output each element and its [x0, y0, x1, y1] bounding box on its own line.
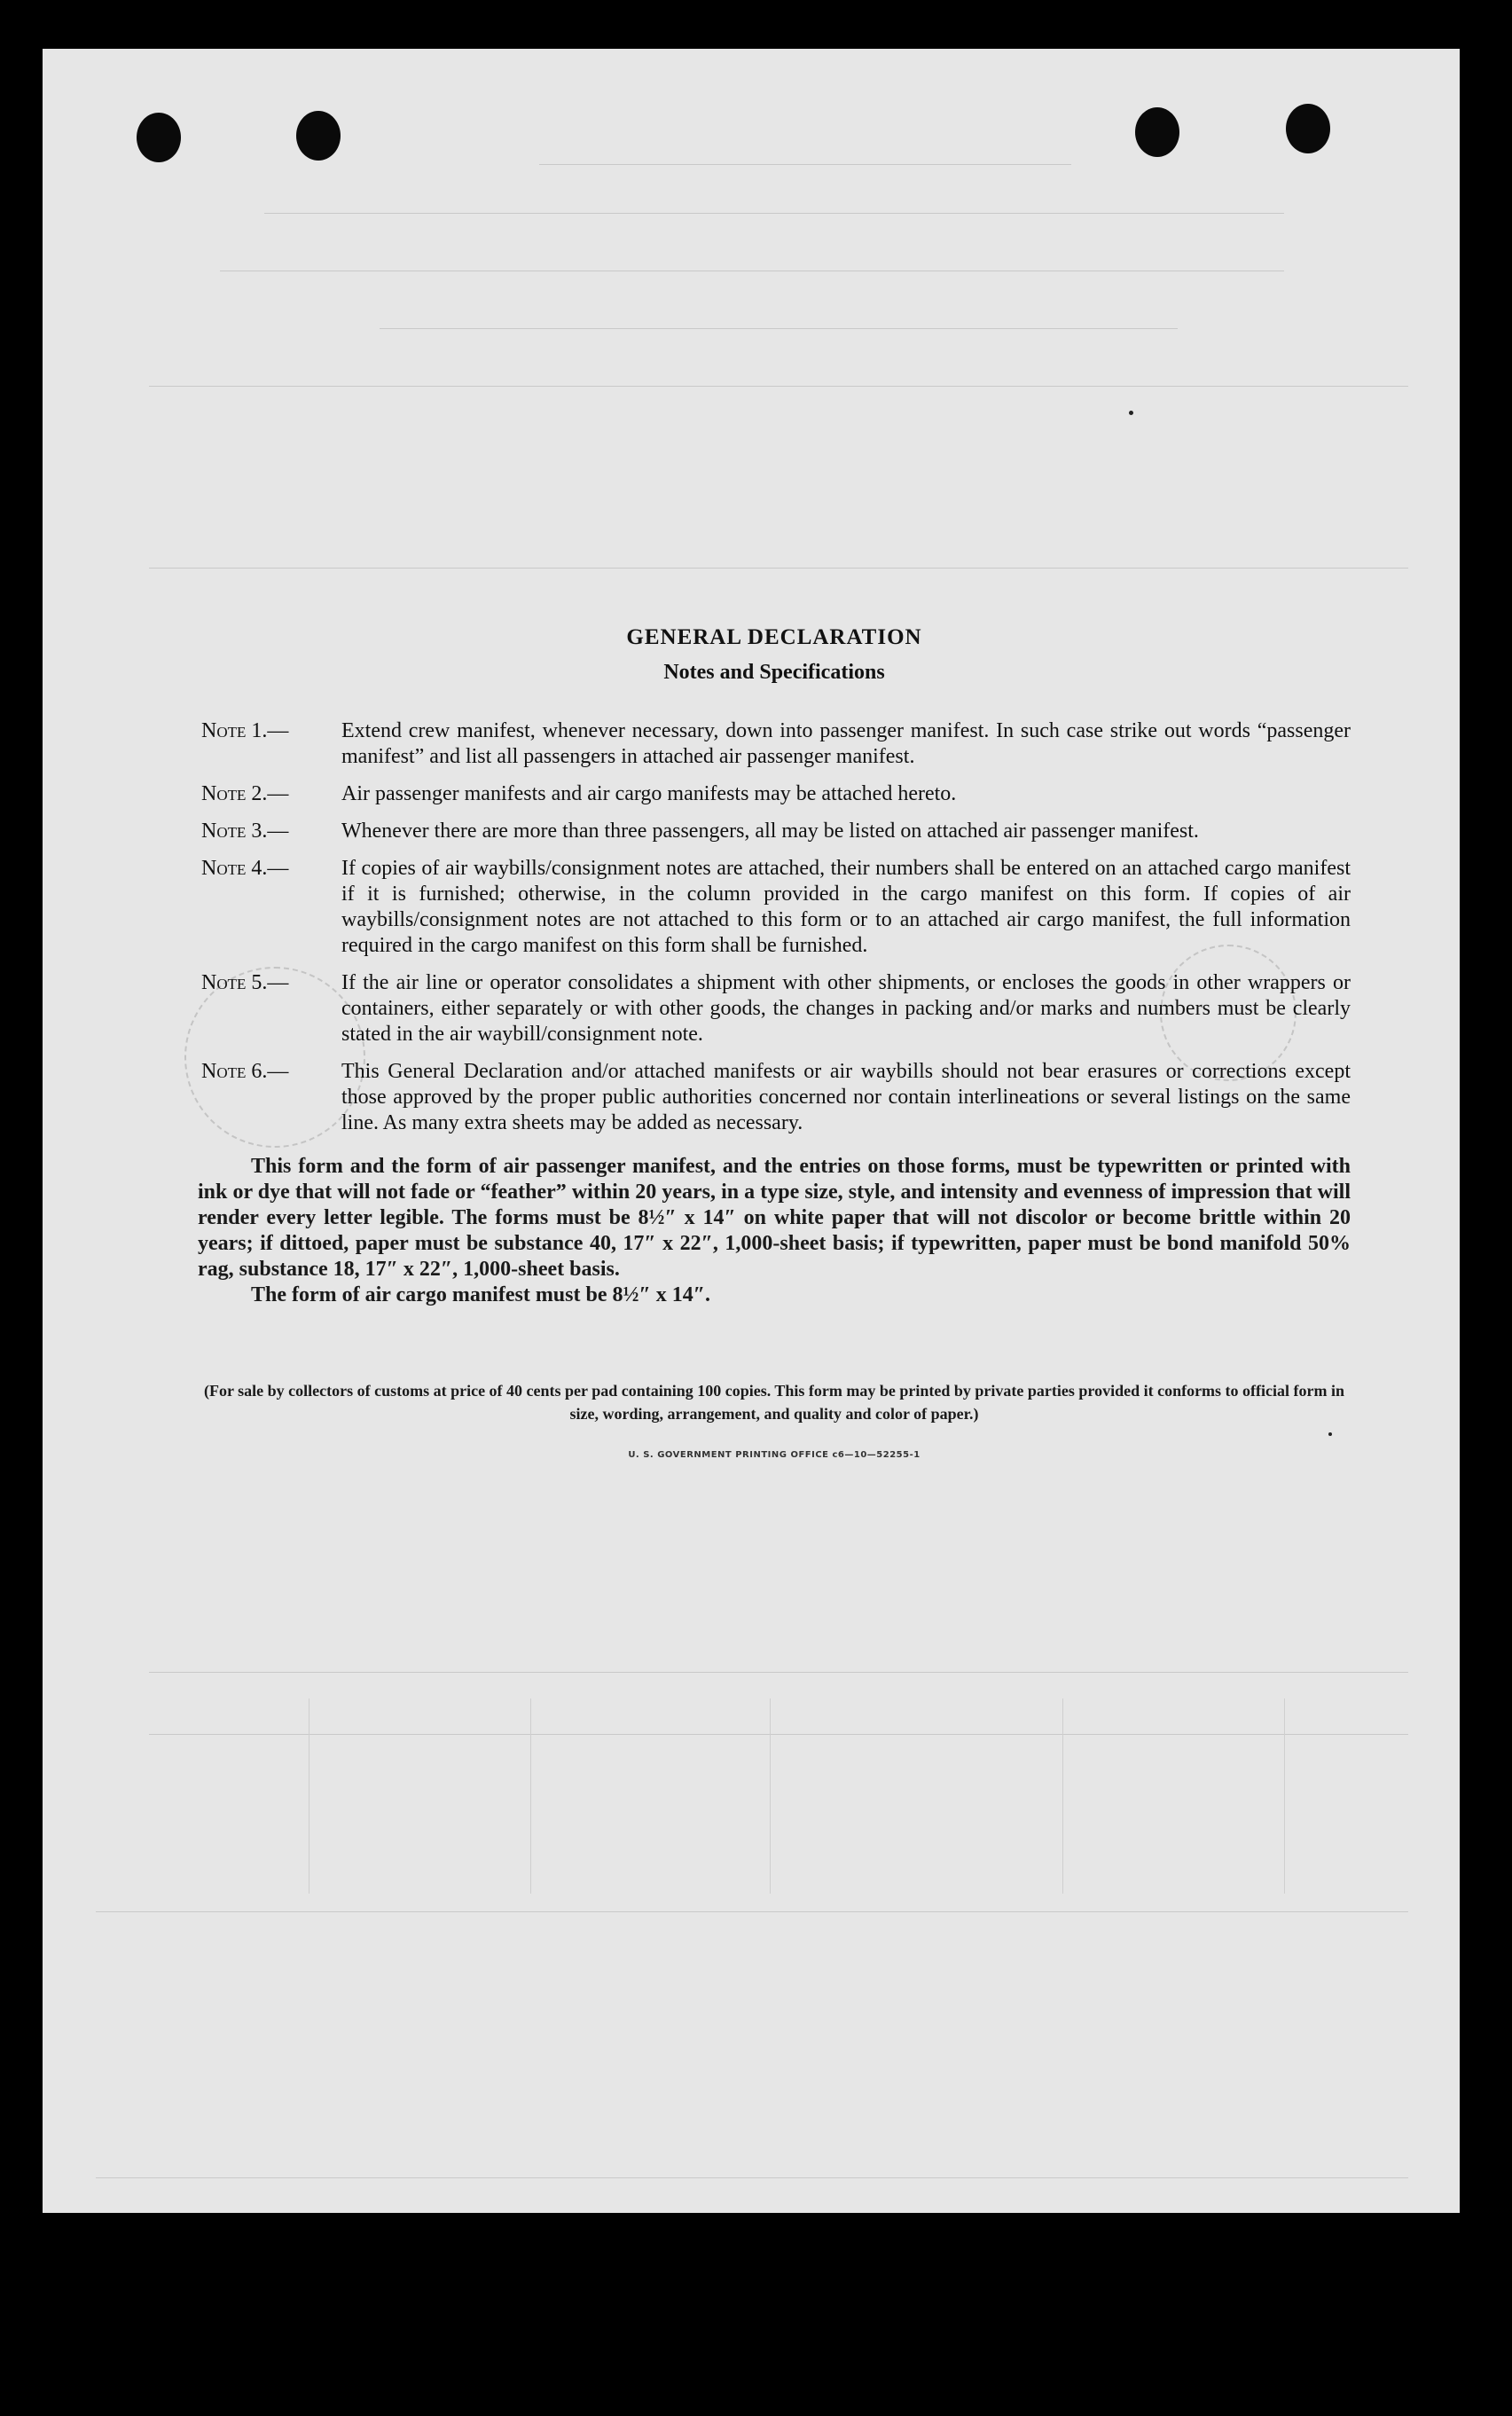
note-text: Air passenger manifests and air cargo manifests may be attached hereto. [341, 782, 957, 805]
note-5 [198, 970, 1351, 1047]
note-label: Note 5.— [201, 971, 289, 994]
punch-hole [1286, 104, 1330, 153]
form-specification: This form and the form of air passenger manifest, and the entries on those forms, must be typewritten or printed with ink or dye that will not fade or “feather” within 20 years, in a type size, style, and intensity and evenness of impression that will render every letter legible. The forms must be 8½″ x 14″ on white paper that will not discolor or become brittle within 20 years; if dittoed, paper must be substance 40, 17″ x 22″, 1,000-sheet basis; if typewritten, paper must be bond manifold 50% rag, substance 18, 17″ x 22″, 1,000-sheet basis. [198, 1155, 1351, 1281]
note-3 [198, 819, 1351, 844]
punch-hole [296, 111, 341, 161]
punch-hole [1135, 107, 1179, 157]
page-subtitle: Notes and Specifications [663, 661, 885, 684]
note-label: Note 1.— [201, 719, 289, 742]
declaration-notes [198, 625, 1351, 1460]
punch-hole [137, 113, 181, 162]
note-label: Note 2.— [201, 782, 289, 805]
note-label: Note 3.— [201, 820, 289, 843]
note-text: Whenever there are more than three passengers, all may be listed on attached air passenger manifest. [341, 820, 1199, 843]
note-1 [198, 718, 1351, 770]
document-page [43, 49, 1460, 2213]
note-text: If copies of air waybills/consignment notes are attached, their numbers shall be entered on an attached cargo manifest if it is furnished; otherwise, in the column provided in the cargo manifest on this form. If copies of air waybills/consignment notes are not attached to this form or to an attached air cargo manifest, the full information required in the cargo manifest on this form shall be furnished. [341, 857, 1351, 957]
notes-list [198, 718, 1351, 1136]
note-4 [198, 856, 1351, 959]
page-title: GENERAL DECLARATION [626, 625, 922, 649]
printer-imprint: U. S. GOVERNMENT PRINTING OFFICE c6—10—52255-1 [628, 1450, 921, 1460]
note-text: This General Declaration and/or attached manifests or air waybills should not bear erasures or corrections except those approved by the proper public authorities concerned nor contain interlineations or several listings on the same line. As many extra sheets may be added as necessary. [341, 1060, 1351, 1134]
sale-notice: (For sale by collectors of customs at price of 40 cents per pad containing 100 copies. This form may be printed by private parties provided it conforms to official form in size, wording, arrangement, and quality and color of paper.) [203, 1382, 1345, 1423]
note-label: Note 4.— [201, 857, 289, 880]
note-text: Extend crew manifest, whenever necessary, down into passenger manifest. In such case strike out words “passenger manifest” and list all passengers in attached air passenger manifest. [341, 719, 1351, 768]
note-6 [198, 1059, 1351, 1136]
note-label: Note 6.— [201, 1060, 289, 1083]
note-2 [198, 781, 1351, 807]
ink-speck [1129, 411, 1133, 415]
note-text: If the air line or operator consolidates a shipment with other shipments, or encloses the goods in other wrappers or containers, either separately or with other goods, the changes in packing and/or marks and numbers must be clearly stated in the air waybill/consignment note. [341, 971, 1351, 1046]
cargo-form-size: The form of air cargo manifest must be 8½″ x 14″. [251, 1283, 710, 1306]
